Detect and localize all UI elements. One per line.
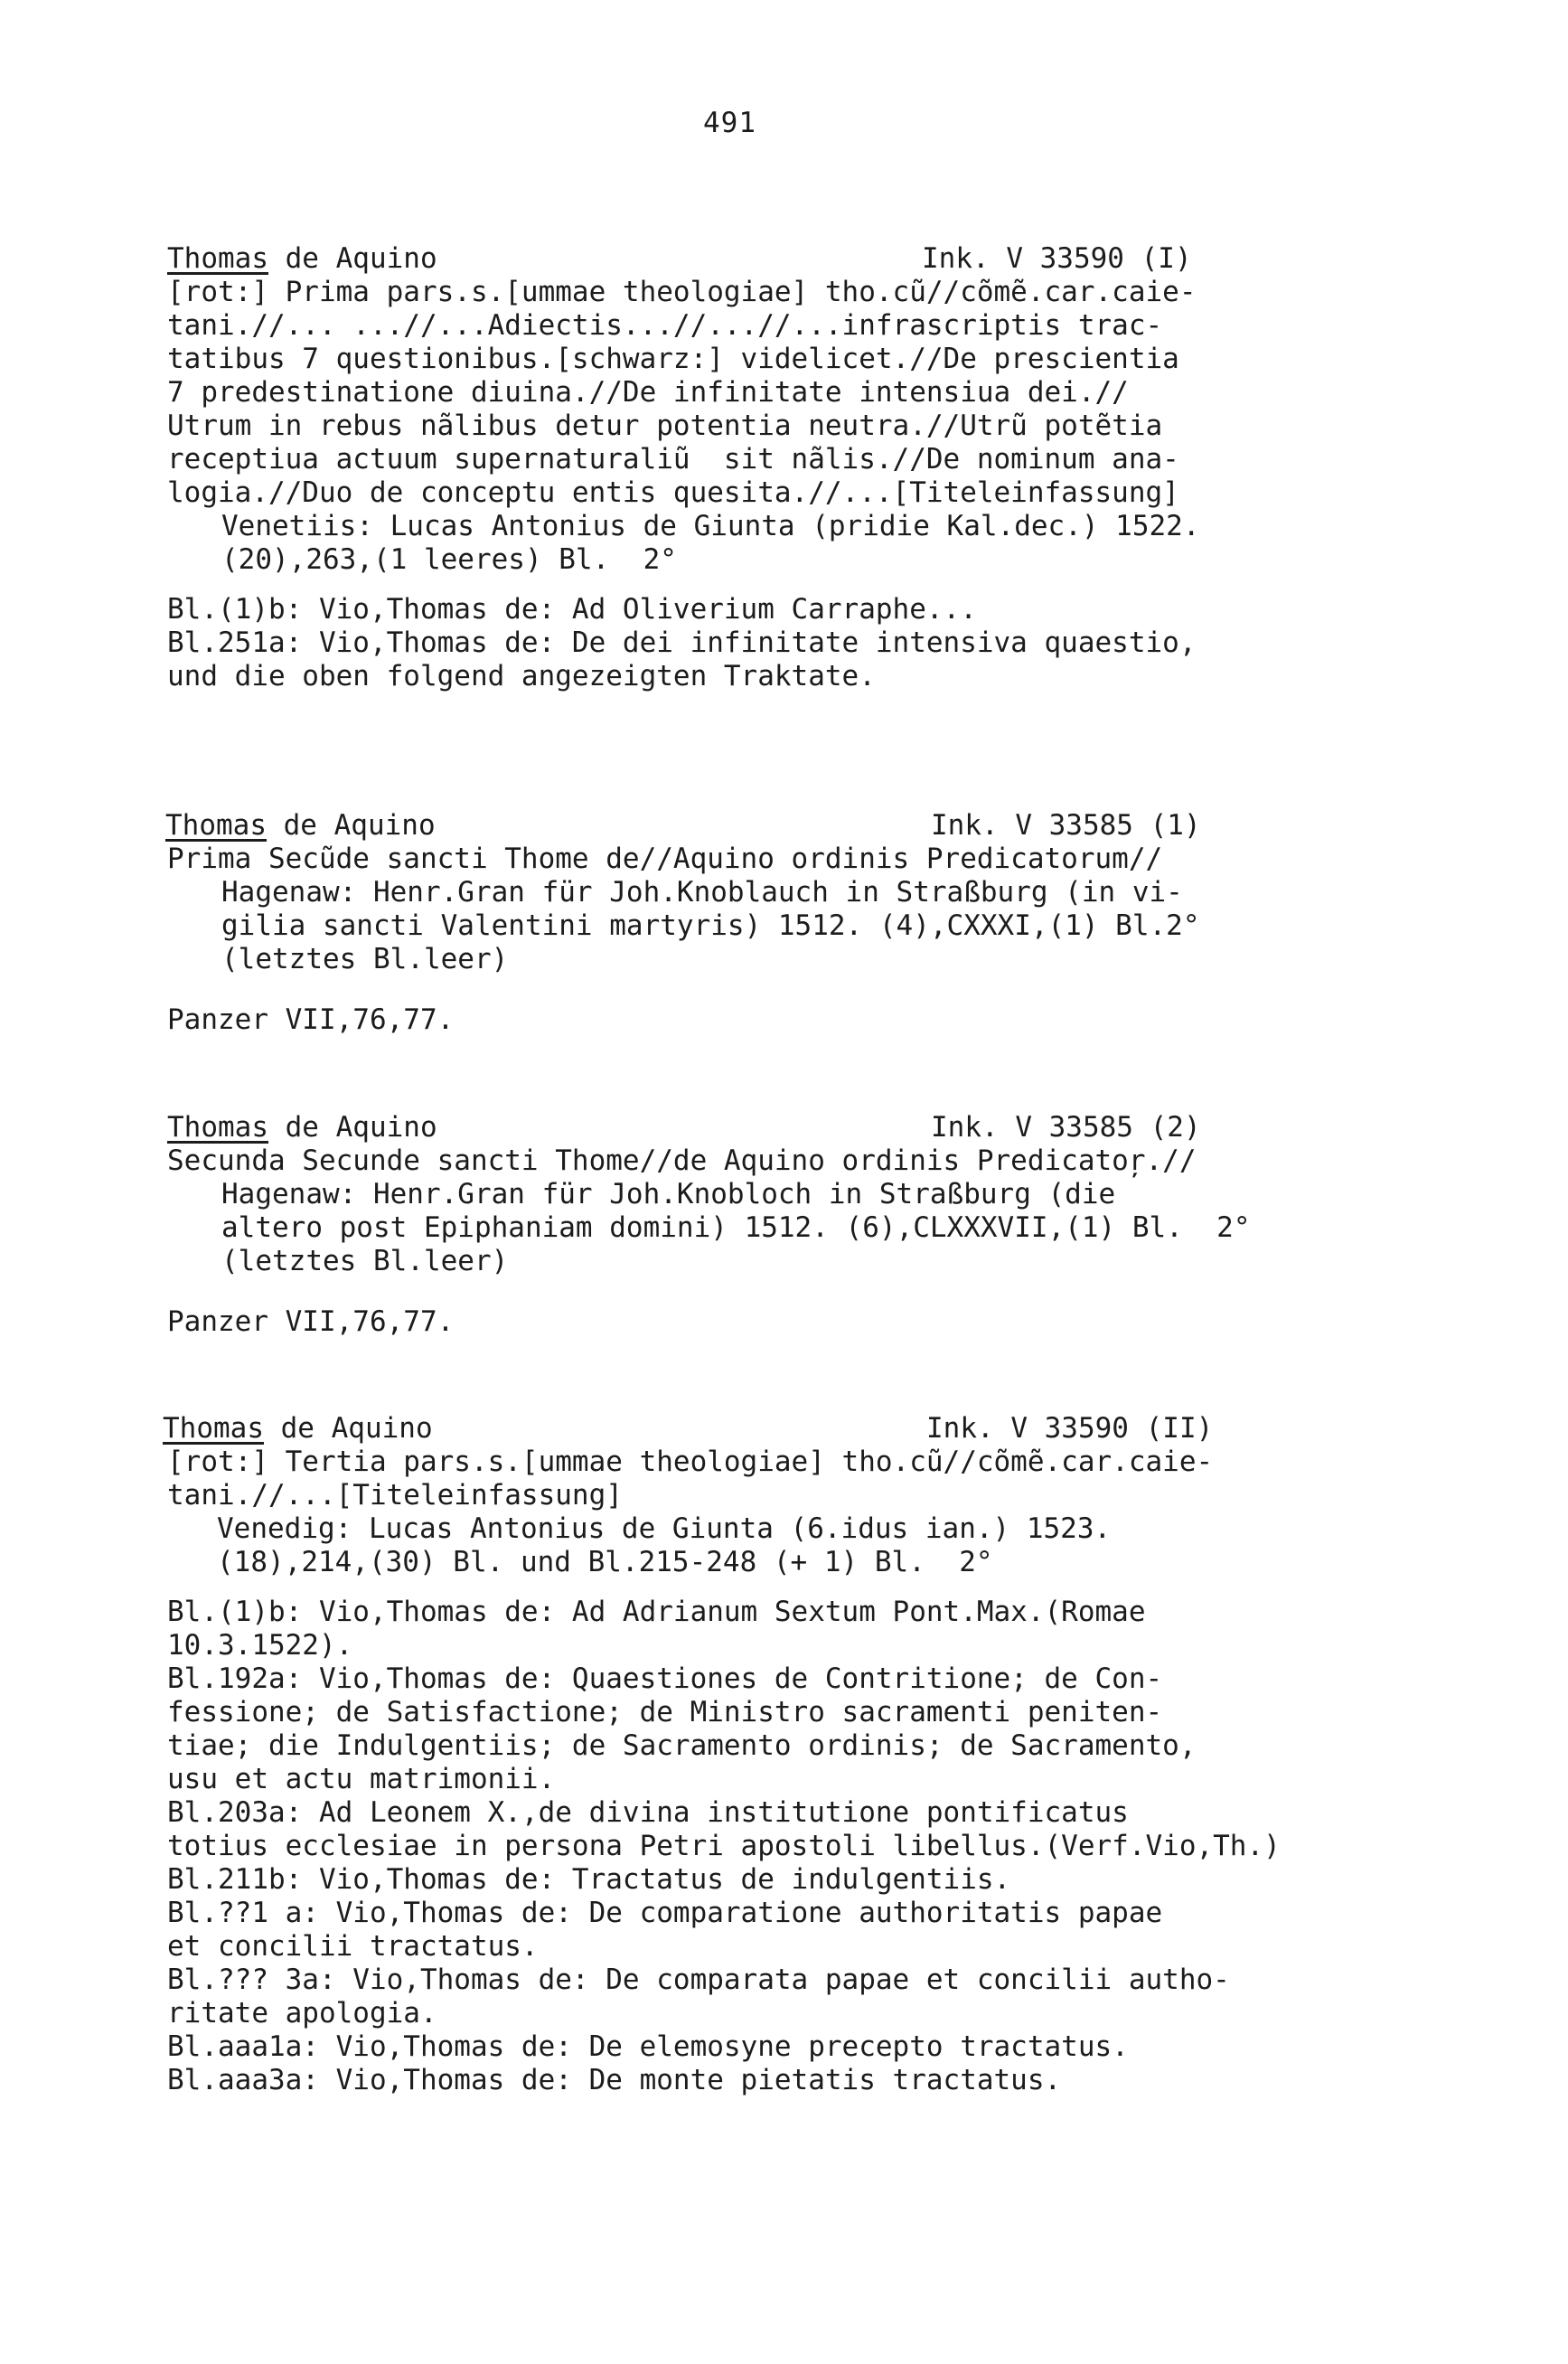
note-line: Bl.??? 3a: Vio,Thomas de: De comparata papae et concilii autho- xyxy=(167,1964,1230,1996)
author-rest: de Aquino xyxy=(266,809,436,842)
note-line: Bl.251a: Vio,Thomas de: De dei infinitate intensiva quaestio, xyxy=(167,626,1197,659)
note-line: ritate apologia. xyxy=(167,1997,437,2030)
imprint-line: (18),214,(30) Bl. und Bl.215-248 (+ 1) Bl. 2° xyxy=(217,1546,993,1578)
author-surname: Thomas xyxy=(165,809,267,842)
author-heading xyxy=(163,1412,433,1446)
title-line: [rot:] Tertia pars.s.[ummae theologiae] tho.cũ//cõmẽ.car.caie- xyxy=(167,1446,1214,1478)
author-surname: Thomas xyxy=(167,242,268,275)
author-rest: de Aquino xyxy=(268,1111,437,1144)
note-line: fessione; de Satisfactione; de Ministro sacramenti peniten- xyxy=(167,1696,1163,1728)
author-surname: Thomas xyxy=(163,1412,264,1445)
note-line: Bl.192a: Vio,Thomas de: Quaestiones de Contritione; de Con- xyxy=(167,1662,1163,1695)
note-line: totius ecclesiae in persona Petri apostoli libellus.(Verf.Vio,Th.) xyxy=(167,1830,1281,1862)
author-heading xyxy=(167,1111,437,1144)
author-rest: de Aquino xyxy=(263,1412,433,1445)
title-line: receptiua actuum supernaturaliũ sit nãlis.//De nominum ana- xyxy=(167,443,1179,476)
catalog-entry xyxy=(158,242,1360,693)
call-number: Ink. V 33590 (I) xyxy=(922,242,1192,275)
imprint-line: Hagenaw: Henr.Gran für Joh.Knobloch in Straßburg (die xyxy=(221,1178,1116,1210)
note-line: Bl.aaa3a: Vio,Thomas de: De monte pietatis tractatus. xyxy=(167,2064,1062,2096)
call-number: Ink. V 33585 (2) xyxy=(931,1111,1201,1144)
catalog-entry xyxy=(158,1412,1360,2097)
page-number: 491 xyxy=(703,107,756,139)
imprint-line: Hagenaw: Henr.Gran für Joh.Knoblauch in Straßburg (in vi- xyxy=(221,876,1183,909)
note-line: Bl.aaa1a: Vio,Thomas de: De elemosyne precepto tractatus. xyxy=(167,2030,1129,2063)
imprint-line: altero post Epiphaniam domini) 1512. (6),CLXXXVII,(1) Bl. 2° xyxy=(221,1211,1251,1244)
imprint-line: Venetiis: Lucas Antonius de Giunta (pridie Kal.dec.) 1522. xyxy=(221,510,1200,542)
title-line: tatibus 7 questionibus.[schwarz:] videlicet.//De prescientia xyxy=(167,343,1179,375)
call-number: Ink. V 33585 (1) xyxy=(931,809,1201,842)
entry-header xyxy=(158,1111,1360,1144)
note-line: Bl.(1)b: Vio,Thomas de: Ad Adrianum Sextum Pont.Max.(Romae xyxy=(167,1596,1146,1628)
author-surname: Thomas xyxy=(167,1111,268,1144)
title-line: [rot:] Prima pars.s.[ummae theologiae] tho.cũ//cõmẽ.car.caie- xyxy=(167,276,1197,308)
imprint-line: (20),263,(1 leeres) Bl. 2° xyxy=(221,543,677,576)
call-number: Ink. V 33590 (II) xyxy=(926,1412,1214,1445)
imprint-line: gilia sancti Valentini martyris) 1512. (4),CXXXI,(1) Bl.2° xyxy=(221,909,1200,942)
catalog-entry xyxy=(158,1111,1360,1339)
entry-header xyxy=(158,242,1360,276)
panzer-reference: Panzer VII,76,77. xyxy=(167,1003,455,1036)
note-line: und die oben folgend angezeigten Traktate. xyxy=(167,660,876,692)
title-line: logia.//Duo de conceptu entis quesita.//...[Titeleinfassung] xyxy=(167,476,1179,509)
title-line: Prima Secũde sancti Thome de//Aquino ordinis Predicatorum// xyxy=(167,843,1163,875)
entry-header xyxy=(158,1412,1360,1446)
note-line: tiae; die Indulgentiis; de Sacramento ordinis; de Sacramento, xyxy=(167,1729,1197,1762)
note-line: Bl.(1)b: Vio,Thomas de: Ad Oliverium Carraphe... xyxy=(167,593,977,626)
author-heading xyxy=(165,809,436,843)
note-line: et concilii tractatus. xyxy=(167,1930,539,1963)
author-rest: de Aquino xyxy=(268,242,437,275)
author-heading xyxy=(167,242,437,276)
note-line: Bl.203a: Ad Leonem X.,de divina institutione pontificatus xyxy=(167,1796,1129,1829)
catalog-entry xyxy=(158,809,1360,1037)
note-line: Bl.211b: Vio,Thomas de: Tractatus de indulgentiis. xyxy=(167,1863,1011,1896)
imprint-line: (letztes Bl.leer) xyxy=(221,943,509,975)
note-line: usu et actu matrimonii. xyxy=(167,1763,556,1795)
title-line: 7 predestinatione diuina.//De infinitate intensiua dei.// xyxy=(167,376,1129,409)
imprint-line: Venedig: Lucas Antonius de Giunta (6.idus ian.) 1523. xyxy=(217,1512,1112,1545)
title-line: Utrum in rebus nãlibus detur potentia neutra.//Utrũ potẽtia xyxy=(167,410,1163,442)
note-line: Bl.??1 a: Vio,Thomas de: De comparatione authoritatis papae xyxy=(167,1897,1163,1929)
title-line: tani.//...[Titeleinfassung] xyxy=(167,1479,623,1512)
note-line: 10.3.1522). xyxy=(167,1629,353,1662)
imprint-line: (letztes Bl.leer) xyxy=(221,1245,509,1277)
title-line: tani.//... ...//...Adiectis...//...//...infrascriptis trac- xyxy=(167,309,1163,342)
title-line: Secunda Secunde sancti Thome//de Aquino ordinis Predicatoŗ.// xyxy=(167,1144,1197,1177)
entry-header xyxy=(158,809,1360,843)
panzer-reference: Panzer VII,76,77. xyxy=(167,1305,455,1338)
